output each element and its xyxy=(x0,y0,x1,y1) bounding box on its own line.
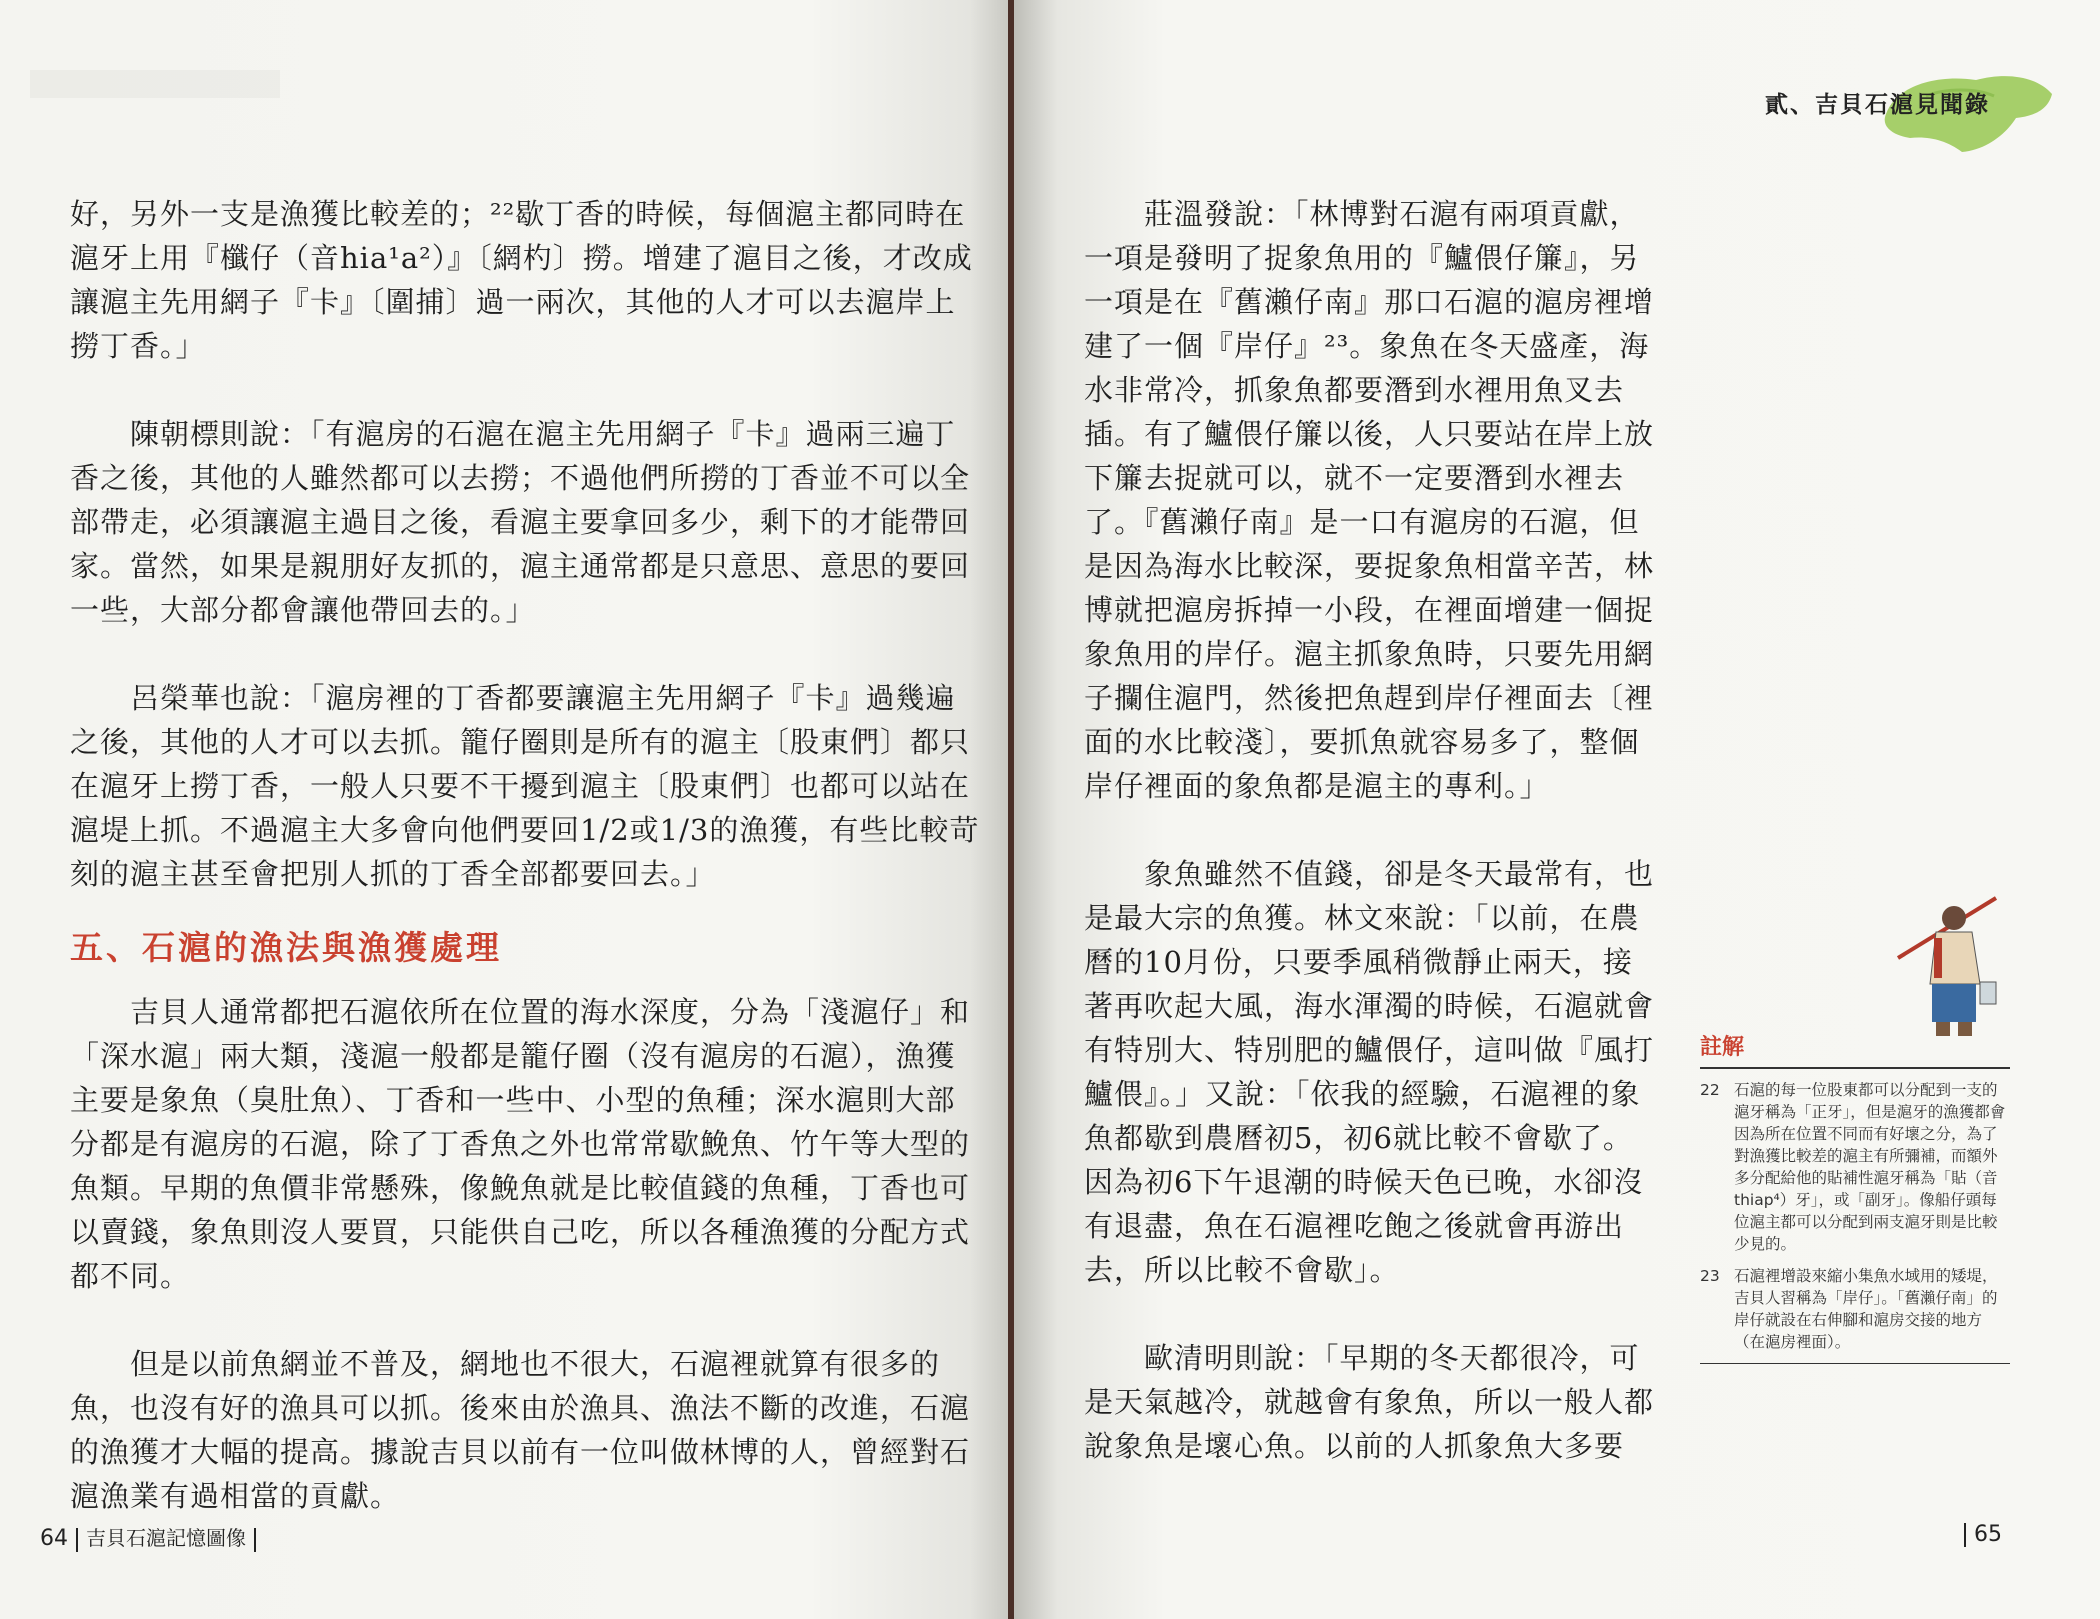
footnote xyxy=(1700,1265,2010,1353)
paragraph: 呂榮華也說：「滬房裡的丁香都要讓滬主先用網子『卡』過幾遍之後，其他的人才可以去抓。籠仔圈則是所有的滬主〔股東們〕都只在滬牙上撈丁香，一般人只要不干擾到滬主〔股東們〕也都可以站在滬堤上抓。不過滬主大多會向他們要回1/2或1/3的漁獲，有些比較苛刻的滬主甚至會把別人抓的丁香全部都要回去。」 xyxy=(70,681,980,891)
left-page xyxy=(0,0,1010,1619)
book-title: 吉貝石滬記憶圖像 xyxy=(86,1526,246,1550)
paragraph: 但是以前魚網並不普及，網地也不很大，石滬裡就算有很多的魚，也沒有好的漁具可以抓。後來由於漁具、漁法不斷的改進，石滬的漁獲才大幅的提高。據說吉貝以前有一位叫做林博的人，曾經對石滬漁業有過相當的貢獻。 xyxy=(70,1347,971,1513)
divider xyxy=(1964,1523,1966,1547)
footnote xyxy=(1700,1079,2010,1255)
left-body-text xyxy=(70,192,982,1562)
section-title: 五、石滬的漁法與漁獲處理 xyxy=(70,928,502,967)
page-number: 65 xyxy=(1974,1522,2002,1547)
right-body-text xyxy=(1084,192,1662,1512)
paragraph: 象魚雖然不值錢，卻是冬天最常有，也是最大宗的魚獲。林文來說：「以前，在農曆的10月份，只要季風稍微靜止兩天，接著再吹起大風，海水渾濁的時候，石滬就會有特別大、特別肥的鱸偎仔，這叫做『風打鱸偎』。」又說：「依我的經驗，石滬裡的象魚都歇到農曆初5，初6就比較不會歇了。因為初6下午退潮的時候天色已晚，水卻沒有退盡，魚在石滬裡吃飽之後就會再游出去，所以比較不會歇」。 xyxy=(1084,857,1655,1287)
paragraph: 歐清明則說：「早期的冬天都很冷，可是天氣越冷，就越會有象魚，所以一般人都說象魚是壞心魚。以前的人抓象魚大多要 xyxy=(1084,1341,1655,1463)
divider xyxy=(254,1528,256,1552)
paragraph: 莊溫發說：「林博對石滬有兩項貢獻，一項是發明了捉象魚用的『鱸偎仔簾』，另一項是在『舊瀨仔南』那口石滬的滬房裡增建了一個『岸仔』²³。象魚在冬天盛產，海水非常冷，抓象魚都要潛到水裡用魚叉去插。有了鱸偎仔簾以後，人只要站在岸上放下簾去捉就可以，就不一定要潛到水裡去了。『舊瀨仔南』是一口有滬房的石滬，但是因為海水比較深，要捉象魚相當辛苦，林博就把滬房拆掉一小段，在裡面增建一個捉象魚用的岸仔。滬主抓象魚時，只要先用網子攔住滬門，然後把魚趕到岸仔裡面去〔裡面的水比較淺〕，要抓魚就容易多了，整個岸仔裡面的象魚都是滬主的專利。」 xyxy=(1084,197,1655,803)
footnotes-end-rule xyxy=(1700,1363,2010,1364)
page-footer xyxy=(1956,1522,2002,1547)
right-page xyxy=(1014,0,2100,1619)
paragraph: 陳朝標則說：「有滬房的石滬在滬主先用網子『卡』過兩三遍丁香之後，其他的人雖然都可以去撈；不過他們所撈的丁香並不可以全部帶走，必須讓滬主過目之後，看滬主要拿回多少，剩下的才能帶回家。當然，如果是親朋好友抓的，滬主通常都是只意思、意思的要回一些，大部分都會讓他帶回去的。」 xyxy=(70,417,971,627)
footnotes-title: 註解 xyxy=(1700,1030,2010,1069)
page-footer xyxy=(40,1522,264,1552)
footnotes xyxy=(1700,1030,2010,1364)
footnote-number: 23 xyxy=(1700,1267,1720,1285)
chapter-header: 貳、吉貝石滬見聞錄 xyxy=(1765,91,1990,118)
paragraph: 吉貝人通常都把石滬依所在位置的海水深度，分為「淺滬仔」和「深水滬」兩大類，淺滬一般都是籠仔圈（沒有滬房的石滬），漁獲主要是象魚（臭肚魚）、丁香和一些中、小型的魚種；深水滬則大部分都是有滬房的石滬，除了丁香魚之外也常常歇鮸魚、竹午等大型的魚類。早期的魚價非常懸殊，像鮸魚就是比較值錢的魚種，丁香也可以賣錢，象魚則沒人要買，只能供自己吃，所以各種漁獲的分配方式都不同。 xyxy=(70,995,971,1293)
bleed-through-header xyxy=(30,70,280,98)
fisherman-illustration xyxy=(1876,888,2016,1048)
paragraph: 好，另外一支是漁獲比較差的；²²歇丁香的時候，每個滬主都同時在滬牙上用『櫼仔（音hia¹a²）』〔網杓〕撈。增建了滬目之後，才改成讓滬主先用網子『卡』〔圍捕〕過一兩次，其他的人才可以去滬岸上撈丁香。」 xyxy=(70,197,973,363)
page-number: 64 xyxy=(40,1526,68,1551)
divider xyxy=(76,1528,78,1552)
footnote-text: 石滬裡增設來縮小集魚水域用的矮堤，吉貝人習稱為「岸仔」。「舊瀨仔南」的岸仔就設在右伸腳和滬房交接的地方（在滬房裡面）。 xyxy=(1734,1267,1998,1351)
footnote-number: 22 xyxy=(1700,1081,1720,1099)
footnote-text: 石滬的每一位股東都可以分配到一支的滬牙稱為「正牙」，但是滬牙的漁獲都會因為所在位置不同而有好壞之分，為了對漁獲比較差的滬主有所彌補，而額外多分配給他的貼補性滬牙稱為「貼（音 thiap⁴）牙」，或「副牙」。像船仔頭每位滬主都可以分配到兩支滬牙則是比較少見的。 xyxy=(1734,1081,2006,1253)
